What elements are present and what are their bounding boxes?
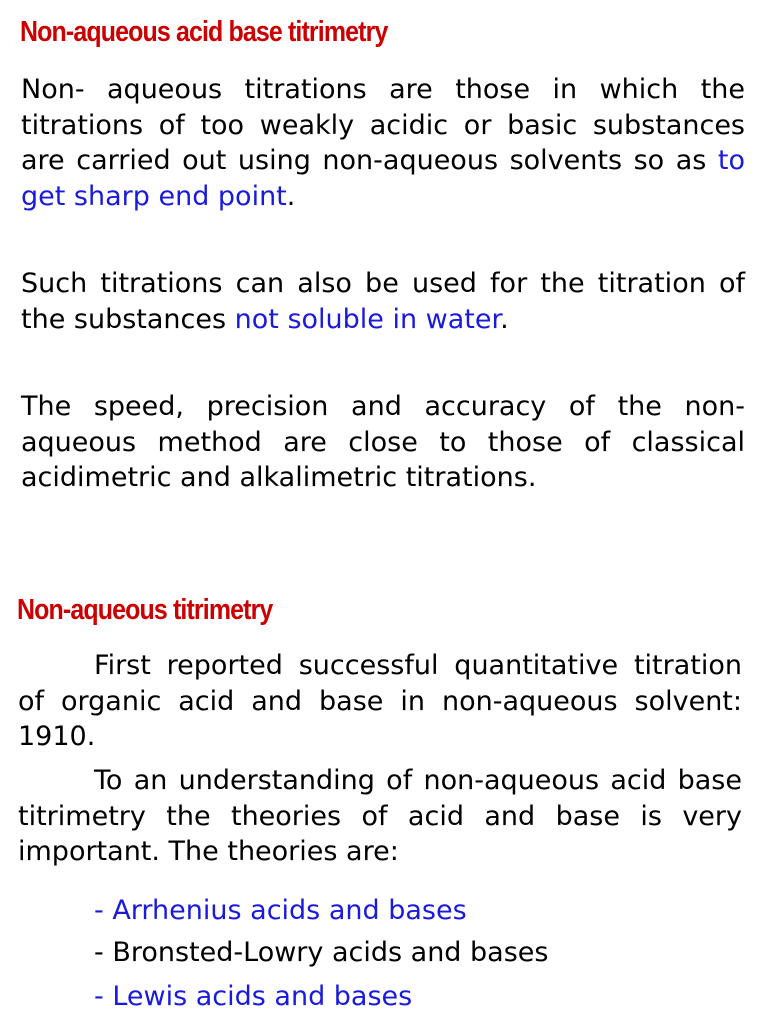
highlight-text: to get sharp end point [21,145,745,212]
section1-paragraph-2 [21,266,745,337]
section1-title: Non-aqueous acid base titrimetry [20,16,388,48]
section2-title: Non-aqueous titrimetry [17,594,273,626]
section1-paragraph-1 [21,72,745,214]
section2-paragraph-1: First reported successful quantitative titration of organic acid and base in non-aqueous solvent: 1910. [18,650,742,752]
theory-item-lewis: - Lewis acids and bases [94,981,413,1012]
theory-item-bronsted-lowry: - Bronsted-Lowry acids and bases [94,937,549,968]
section2-paragraph-2: To an understanding of non-aqueous acid base titrimetry the theories of acid and base is very important. The theories are: [18,765,742,867]
paragraph-text: Such titrations can also be used for the titration of the substances [21,268,745,335]
paragraph-punct: . [286,180,296,212]
highlight-text: not soluble in water [234,303,501,335]
paragraph-text: Non- aqueous titrations are those in which the titrations of too weakly acidic or basic substances are carried out using non-aqueous solvents so as [21,74,745,176]
paragraph-punct: . [500,303,509,335]
section1-paragraph-3: The speed, precision and accuracy of the non-aqueous method are close to those of classical acidimetric and alkalimetric titrations. [21,391,745,493]
theory-item-arrhenius: - Arrhenius acids and bases [94,895,467,926]
